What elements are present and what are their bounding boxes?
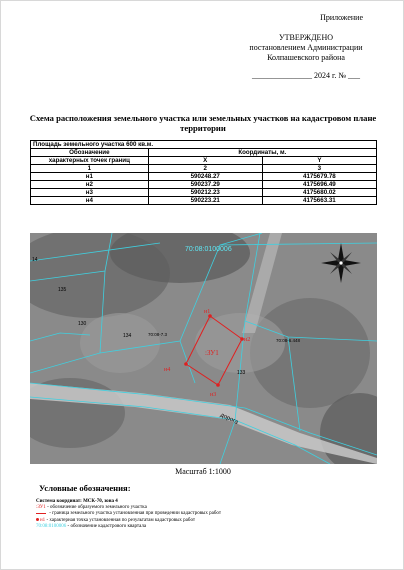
designation-subheader: характерных точек границ — [31, 157, 149, 165]
parcel-description: - обозначение образуемого земельного участка — [45, 505, 147, 511]
approved-label: УТВЕРЖДЕНО — [278, 33, 333, 42]
point-label-n4: н4 — [164, 367, 171, 373]
appendix-label: Приложение — [320, 13, 363, 22]
table-row — [31, 189, 377, 197]
point-symbol: н1 — [40, 517, 46, 523]
parcel-label: :ЗУ1 — [205, 349, 219, 357]
x-header: X — [148, 157, 262, 165]
point-y: 4175680.02 — [262, 189, 376, 197]
document-title: Схема расположения земельного участка или земельных участков на кадастровом плане территории — [29, 113, 377, 133]
quarter-label: 70:08:0100006 — [185, 246, 232, 253]
table-row — [31, 197, 377, 205]
scale-label: Масштаб 1:1000 — [175, 467, 231, 476]
point-y: 4175663.31 — [262, 197, 376, 205]
cadastral-number: 70:08-6.448 — [276, 338, 301, 343]
point-label-n2: н2 — [244, 337, 251, 343]
plot-number: 134 — [123, 333, 132, 339]
point-y: 4175679.78 — [262, 173, 376, 181]
clearing — [80, 313, 160, 373]
legend — [36, 499, 336, 530]
table-row — [31, 181, 377, 189]
quarter-symbol: 70:08:0100006 — [36, 523, 67, 529]
plot-number: 133 — [237, 370, 246, 376]
point-x: 590237.29 — [148, 181, 262, 189]
plot-number: 14 — [32, 257, 38, 263]
col-number-1: 1 — [31, 165, 149, 173]
point-marker — [216, 383, 220, 387]
coords-header: Координаты, м. — [148, 149, 376, 157]
plot-number: 130 — [78, 321, 87, 327]
approval-block — [231, 13, 381, 81]
map-svg — [30, 233, 377, 464]
cadastral-number: 70:08-7.3 — [148, 332, 168, 337]
quarter-description: - обозначение кадастрового квартала — [66, 523, 147, 529]
y-header: Y — [262, 157, 376, 165]
point-label-n3: н3 — [210, 392, 217, 398]
point-dot-icon — [36, 518, 39, 521]
coordinate-system: Система координат: МСК-70, зона 4 — [36, 499, 118, 504]
approval-date-line: _______________ 2024 г. № ___ — [251, 71, 360, 80]
point-x: 590248.27 — [148, 173, 262, 181]
point-name: н3 — [31, 189, 149, 197]
point-description: - характерная точка установленная по результатам кадастровых работ — [45, 517, 196, 523]
coordinates-table — [30, 140, 377, 205]
point-name: н1 — [31, 173, 149, 181]
plot-number: 135 — [58, 287, 67, 293]
area-cell: Площадь земельного участка 600 кв.м. — [31, 141, 377, 149]
point-y: 4175696.49 — [262, 181, 376, 189]
legend-item — [36, 524, 336, 530]
table-row — [31, 173, 377, 181]
approved-by-line-2: Колпашевского района — [267, 53, 345, 62]
col-number-3: 3 — [262, 165, 376, 173]
col-number-2: 2 — [148, 165, 262, 173]
approved-by-line-1: постановлением Администрации — [249, 43, 363, 52]
legend-title: Условные обозначения: — [39, 483, 131, 493]
point-label-n1: н1 — [204, 309, 211, 315]
border-line-icon — [36, 513, 46, 514]
designation-header: Обозначение — [31, 149, 149, 157]
point-name: н4 — [31, 197, 149, 205]
point-x: 590212.23 — [148, 189, 262, 197]
border-description: - граница земельного участка установленная при проведении кадастровых работ — [48, 511, 222, 517]
cadastral-map — [30, 233, 377, 464]
parcel-symbol: :ЗУ1 — [36, 505, 46, 511]
point-name: н2 — [31, 181, 149, 189]
point-x: 590223.21 — [148, 197, 262, 205]
point-marker — [184, 362, 188, 366]
road-label: дорога — [219, 412, 239, 426]
